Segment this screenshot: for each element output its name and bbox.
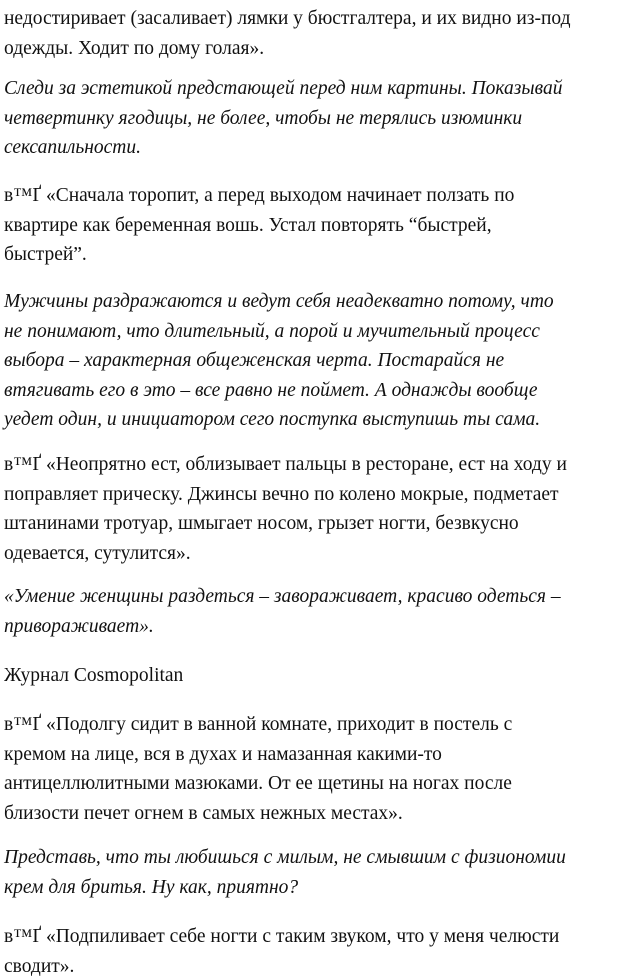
text-line: быстрей”. — [4, 244, 87, 265]
text-line: кремом на лице, вся в духах и намазанная какими-то — [4, 743, 442, 765]
text-line: поправляет прическу. Джинсы вечно по колено мокрые, подметает — [4, 483, 559, 505]
text-line: одежды. Ходит по дому голая». — [4, 37, 265, 59]
text-line: в™Ґ «Сначала торопит, а перед выходом начинает ползать по — [4, 185, 515, 206]
paragraph-advice — [4, 843, 616, 902]
text-line: уедет один, и инициатором сего поступка выступишь ты сама. — [4, 409, 541, 430]
text-line: привораживает». — [4, 615, 154, 637]
text-line: выбора – характерная общеженская черта. Постарайся не — [4, 350, 505, 371]
text-line: одевается, сутулится». — [4, 542, 191, 564]
text-line: Журнал Cosmopolitan — [4, 665, 184, 686]
paragraph-complaint — [4, 450, 616, 568]
text-line: сексапильности. — [4, 137, 141, 158]
text-line: Мужчины раздражаются и ведут себя неадекватно потому, что — [4, 291, 554, 312]
paragraph-advice — [4, 287, 616, 435]
paragraph-complaint — [4, 710, 616, 828]
text-line: в™Ґ «Неопрятно ест, облизывает пальцы в ресторане, ест на ходу и — [4, 454, 567, 475]
paragraph-body — [4, 4, 616, 63]
text-line: Следи за эстетикой предстающей перед ним картины. Показывай — [4, 78, 563, 99]
paragraph-complaint — [4, 922, 616, 977]
text-line: в™Ґ «Подолгу сидит в ванной комнате, приходит в постель с — [4, 714, 513, 735]
text-line: в™Ґ «Подпиливает себе ногти с таким звуком, что у меня челюсти — [4, 926, 560, 947]
text-line: штанинами тротуар, шмыгает носом, грызет ногти, безвкусно — [4, 513, 519, 534]
text-line: близости печет огнем в самых нежных местах». — [4, 802, 403, 824]
paragraph-advice — [4, 74, 616, 163]
text-line: антицеллюлитными мазюками. От ее щетины на ногах после — [4, 773, 512, 794]
text-line: недостиривает (засаливает) лямки у бюстгалтера, и их видно из-под — [4, 8, 571, 29]
paragraph-complaint — [4, 181, 616, 270]
text-line: втягивать его в это – все равно не поймет. А однажды вообще — [4, 379, 538, 401]
text-line: четвертинку ягодицы, не более, чтобы не терялись изюминки — [4, 107, 523, 129]
text-line: сводит». — [4, 955, 75, 977]
text-line: не понимают, что длительный, а порой и мучительный процесс — [4, 320, 540, 342]
text-line: «Умение женщины раздеться – завораживает, красиво одеться – — [4, 586, 561, 607]
text-line: Представь, что ты любишься с милым, не смывшим с физиономии — [4, 847, 566, 868]
text-line: квартире как беременная вошь. Устал повторять “быстрей, — [4, 214, 492, 236]
paragraph-quote — [4, 582, 616, 641]
paragraph-source — [4, 661, 616, 691]
text-line: крем для бритья. Ну как, приятно? — [4, 876, 299, 898]
